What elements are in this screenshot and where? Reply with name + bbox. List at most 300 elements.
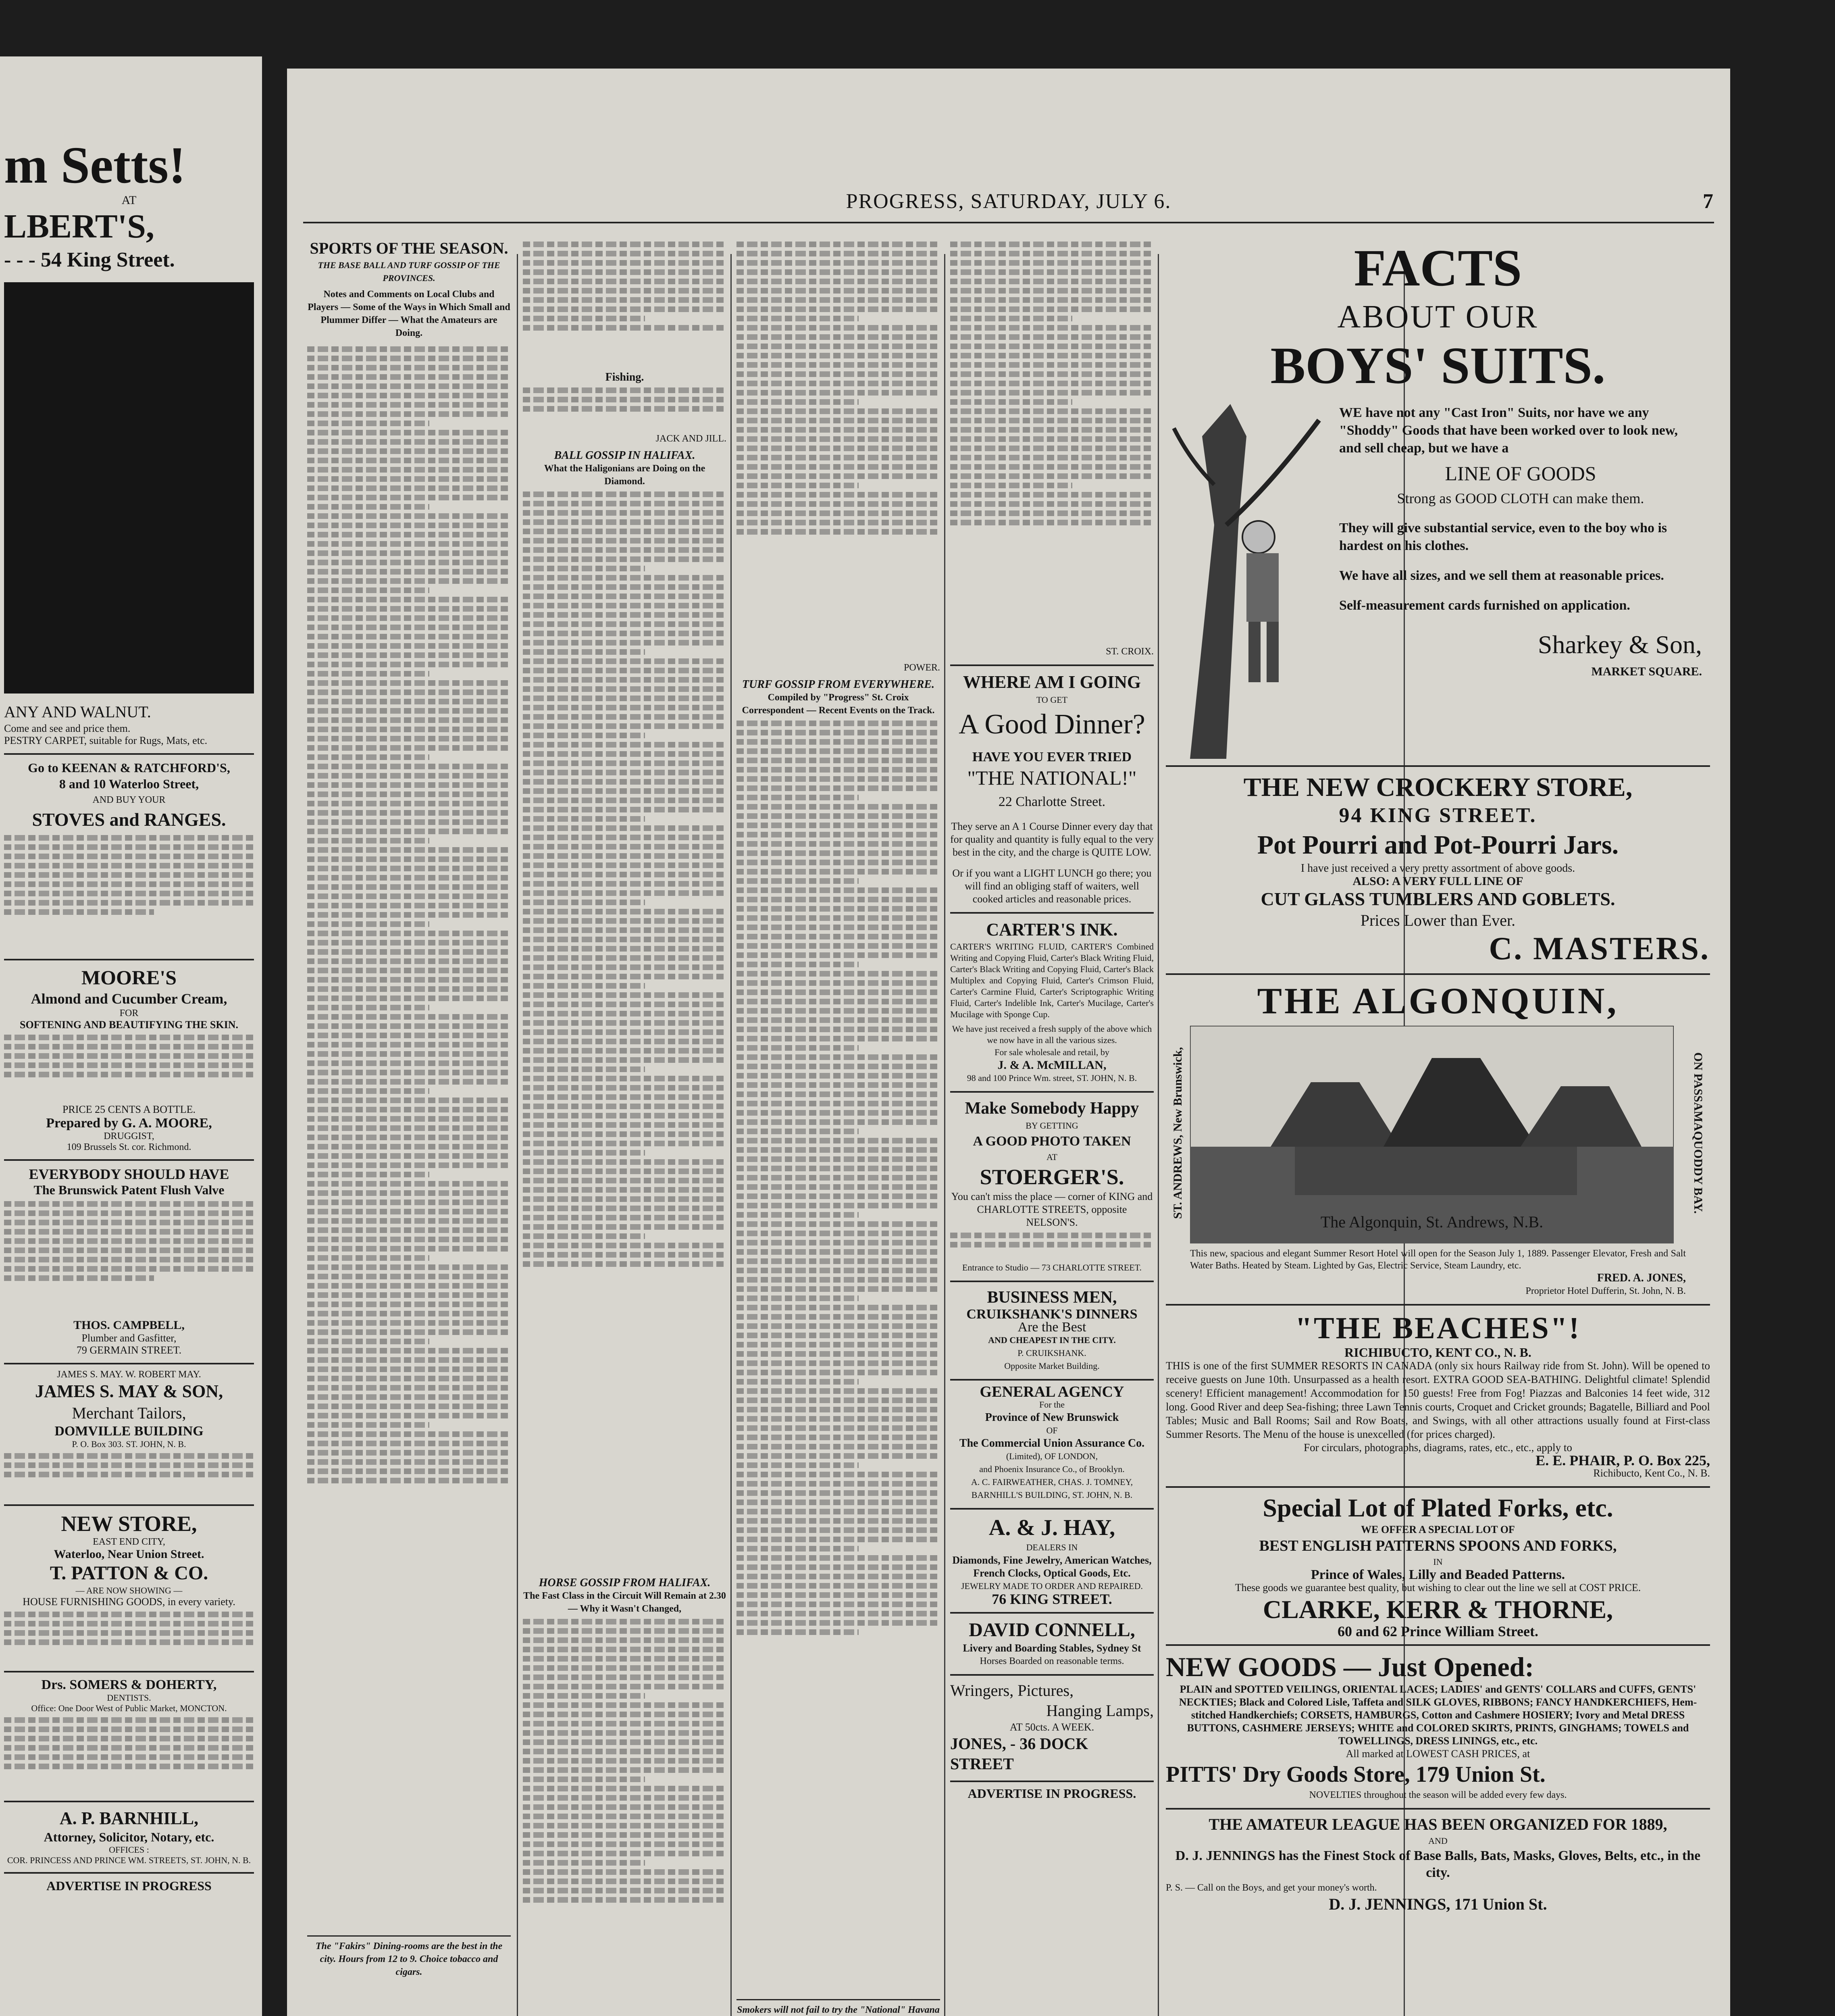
- dinner-question: WHERE AM I GOING: [963, 672, 1141, 692]
- illegible-text-line: [523, 1104, 726, 1109]
- algonquin-ad: [1166, 973, 1710, 1297]
- illegible-text-line: [307, 374, 511, 380]
- illegible-text-line: [736, 785, 940, 791]
- flush-valve-ad: [4, 1159, 254, 1356]
- illegible-text-line: [950, 371, 1154, 377]
- illegible-text-line: [736, 1221, 940, 1227]
- illegible-text-line: [736, 1351, 940, 1357]
- illegible-text-line: [523, 872, 726, 877]
- illegible-text-line: [307, 782, 511, 788]
- keenan-ad: [4, 753, 254, 952]
- potpourri-sub: I have just received a very pretty assortment of above goods.: [1300, 862, 1575, 875]
- pitts-note: NOVELTIES throughout the season will be added every few days.: [1309, 1790, 1567, 1800]
- beaches-circulars: For circulars, photographs, diagrams, rates, etc., etc., apply to: [1304, 1441, 1572, 1454]
- illegible-text-line: [736, 381, 940, 386]
- illegible-text-line: [307, 421, 429, 426]
- illegible-text-line: [307, 1478, 511, 1483]
- illegible-text-line: [307, 819, 511, 825]
- illegible-text-line: [736, 823, 940, 828]
- illegible-text-line: [523, 798, 726, 803]
- illegible-text-line: [4, 844, 254, 850]
- agency-building: BARNHILL'S BUILDING, ST. JOHN, N. B.: [971, 1490, 1133, 1500]
- illegible-text-line: [307, 1255, 429, 1261]
- illegible-text-line: [307, 1441, 511, 1446]
- illegible-text-line: [523, 288, 726, 294]
- illegible-text-line: [736, 1453, 940, 1459]
- illegible-text-line: [736, 1119, 940, 1125]
- illegible-text-line: [4, 1462, 254, 1468]
- illegible-text-line: [307, 903, 511, 908]
- illegible-text-line: [736, 1481, 940, 1487]
- illegible-text-line: [523, 279, 726, 284]
- algonquin-manager: FRED. A. JONES,: [1597, 1272, 1686, 1284]
- illegible-text-line: [523, 242, 726, 247]
- illegible-text-line: [523, 510, 726, 516]
- illegible-text-line: [523, 1085, 726, 1091]
- illegible-text-line: [950, 297, 1154, 303]
- illegible-text-line: [523, 1113, 726, 1118]
- illegible-text-line: [523, 705, 726, 710]
- illegible-text-line: [950, 288, 1154, 294]
- crockery-address: 94 KING STREET.: [1339, 804, 1537, 827]
- algonquin-caption: The Algonquin, St. Andrews, N.B.: [1320, 1213, 1544, 1231]
- illegible-text-line: [4, 1044, 254, 1050]
- illegible-text-line: [523, 668, 726, 673]
- illegible-text-line: [523, 1029, 726, 1035]
- illegible-text-line: [523, 779, 726, 785]
- patton-body: [4, 1608, 254, 1664]
- left-advertise: ADVERTISE IN PROGRESS: [4, 1872, 254, 1893]
- illegible-text-line: [523, 862, 726, 868]
- illegible-text-line: [736, 1156, 940, 1162]
- illegible-text-line: [523, 519, 726, 525]
- illegible-text-line: [950, 242, 1154, 247]
- illegible-text-line: [523, 325, 726, 331]
- illegible-text-line: [523, 1637, 726, 1643]
- illegible-text-line: [523, 1261, 726, 1267]
- illegible-text-line: [307, 1079, 511, 1085]
- patton-name: T. PATTON & CO.: [50, 1562, 208, 1584]
- illegible-text-line: [736, 251, 940, 256]
- illegible-text-line: [4, 872, 254, 878]
- campbell-address: 79 GERMAIN STREET.: [76, 1344, 182, 1356]
- plated-guarantee: These goods we guarantee best quality, but wishing to clear out the line we sell at COST PRICE.: [1235, 1582, 1641, 1593]
- algonquin-hotel-illustration: [1190, 1026, 1674, 1243]
- ball-gossip-body: [523, 488, 726, 1577]
- illegible-text-line: [4, 863, 254, 868]
- walnut-sub: Come and see and price them.: [4, 723, 131, 734]
- illegible-text-line: [307, 1422, 429, 1428]
- illegible-text-line: [523, 1823, 726, 1829]
- fishing-signature: JACK AND JILL.: [655, 433, 726, 444]
- illegible-text-line: [307, 754, 429, 760]
- stoerger-name: STOERGER'S.: [980, 1165, 1124, 1189]
- illegible-text-line: [307, 365, 511, 371]
- horse-gossip-body: [523, 1615, 726, 2016]
- suits-strong: Strong as GOOD CLOTH can make them.: [1397, 490, 1644, 506]
- illegible-text-line: [950, 464, 1154, 470]
- agency-title: GENERAL AGENCY: [980, 1383, 1124, 1400]
- illegible-text-line: [307, 1153, 511, 1159]
- illegible-text-line: [736, 510, 940, 516]
- beaches-title: "THE BEACHES"!: [1295, 1311, 1581, 1345]
- illegible-text-line: [4, 1266, 254, 1272]
- illegible-text-line: [736, 1397, 940, 1403]
- illegible-text-line: [736, 813, 940, 819]
- illegible-text-line: [523, 1131, 726, 1137]
- beaches-location: RICHIBUCTO, KENT CO., N. B.: [1344, 1345, 1531, 1360]
- illegible-text-line: [523, 955, 726, 961]
- illegible-text-line: [736, 1342, 940, 1347]
- illegible-text-line: [4, 1035, 254, 1040]
- column-2: [523, 238, 726, 2016]
- illegible-text-line: [307, 699, 511, 704]
- barnhill-name: A. P. BARNHILL,: [59, 1808, 199, 1828]
- illegible-text-line: [307, 1376, 511, 1381]
- illegible-text-line: [950, 455, 1154, 460]
- illegible-text-line: [736, 316, 859, 321]
- illegible-text-line: [307, 1246, 511, 1252]
- sports-deck: Notes and Comments on Local Clubs and Players — Some of the Ways in Which Small and Plummer Differ — What the Amateurs are Doing.: [308, 289, 510, 338]
- illegible-text-line: [4, 1220, 254, 1225]
- illegible-text-line: [736, 455, 940, 460]
- illegible-text-line: [307, 1098, 511, 1103]
- algonquin-left-label: ST. ANDREWS, New Brunswick,: [1171, 1047, 1184, 1219]
- illegible-text-line: [307, 550, 511, 556]
- happy-at: AT: [1046, 1152, 1057, 1162]
- illegible-text-line: [307, 1274, 511, 1279]
- illegible-text-line: [736, 1518, 940, 1524]
- illegible-text-line: [736, 1379, 859, 1385]
- illegible-text-line: [523, 1178, 726, 1183]
- barnhill-ad: [4, 1801, 254, 1866]
- illegible-text-line: [736, 446, 940, 451]
- illegible-text-line: [736, 1277, 940, 1283]
- illegible-text-line: [736, 739, 940, 745]
- illegible-text-line: [523, 631, 726, 636]
- jennings-address: D. J. JENNINGS, 171 Union St.: [1329, 1895, 1547, 1913]
- illegible-text-line: [523, 1749, 726, 1754]
- illegible-text-line: [950, 362, 1154, 368]
- mcmillan-name: J. & A. McMILLAN,: [997, 1058, 1107, 1072]
- illegible-text-line: [4, 909, 154, 915]
- illegible-text-line: [307, 1385, 511, 1391]
- column-rule-3: [944, 254, 945, 2016]
- dentists-ad: [4, 1671, 254, 1794]
- jones-ad: [950, 1674, 1154, 1774]
- illegible-text-line: [736, 1064, 940, 1069]
- illegible-text-line: [736, 1027, 940, 1032]
- patton-showing: — ARE NOW SHOWING —: [75, 1585, 183, 1595]
- illegible-text-line: [736, 1295, 859, 1301]
- may-firm: JAMES S. MAY & SON,: [35, 1381, 223, 1401]
- illegible-text-line: [523, 251, 726, 256]
- hay-dealers: DEALERS IN: [1026, 1542, 1078, 1552]
- illegible-text-line: [523, 649, 645, 655]
- illegible-text-line: [523, 556, 726, 562]
- national-name: "THE NATIONAL!": [967, 766, 1137, 789]
- illegible-text-line: [307, 801, 511, 806]
- illegible-text-line: [307, 1450, 511, 1456]
- turf-gossip-title: TURF GOSSIP FROM EVERYWHERE.: [742, 678, 935, 691]
- hay-repair: JEWELRY MADE TO ORDER AND REPAIRED.: [961, 1581, 1143, 1591]
- illegible-text-line: [950, 520, 1154, 525]
- illegible-text-line: [307, 1394, 511, 1400]
- illegible-text-line: [736, 1212, 859, 1218]
- illegible-text-line: [736, 1407, 940, 1412]
- illegible-text-line: [307, 467, 511, 473]
- illegible-text-line: [736, 925, 940, 930]
- illegible-text-line: [736, 878, 859, 884]
- illegible-text-line: [307, 1181, 511, 1187]
- boys-suits-ad: [1166, 404, 1710, 759]
- illegible-text-line: [950, 446, 1154, 451]
- illegible-text-line: [950, 251, 1154, 256]
- column-rule-1: [517, 254, 518, 2016]
- illegible-text-line: [523, 1150, 645, 1156]
- illegible-text-line: [307, 689, 511, 695]
- may-ad: [4, 1363, 254, 1498]
- illegible-text-line: [736, 776, 940, 782]
- illegible-text-line: [736, 1500, 940, 1505]
- illegible-text-line: [736, 1305, 940, 1310]
- illegible-text-line: [307, 1088, 429, 1094]
- illegible-text-line: [523, 1252, 726, 1258]
- illegible-text-line: [736, 334, 940, 340]
- illegible-text-line: [307, 773, 511, 779]
- illegible-text-line: [523, 686, 726, 692]
- campbell-trade: Plumber and Gasfitter,: [81, 1332, 177, 1344]
- illegible-text-line: [523, 297, 726, 303]
- illegible-text-line: [523, 1767, 726, 1773]
- illegible-text-line: [736, 1258, 940, 1264]
- illegible-text-line: [307, 1209, 511, 1214]
- column-rule-4: [1158, 254, 1159, 2016]
- illegible-text-line: [307, 736, 511, 741]
- carter-title: CARTER'S INK.: [986, 920, 1118, 939]
- illegible-text-line: [4, 881, 254, 887]
- illegible-text-line: [307, 634, 511, 639]
- horse-gossip-deck: The Fast Class in the Circuit Will Remain at 2.30 — Why it Wasn't Changed,: [523, 1591, 726, 1614]
- illegible-text-line: [523, 1730, 726, 1736]
- illegible-text-line: [736, 1620, 940, 1626]
- amateur-and: AND: [1428, 1836, 1448, 1846]
- illegible-text-line: [523, 742, 726, 748]
- illegible-text-line: [307, 1125, 511, 1131]
- illegible-text-line: [736, 1129, 859, 1134]
- illegible-text-line: [950, 325, 1154, 331]
- illegible-text-line: [523, 387, 726, 393]
- illegible-text-line: [736, 850, 940, 856]
- illegible-text-line: [307, 1292, 511, 1298]
- plated-best: BEST ENGLISH PATTERNS SPOONS AND FORKS,: [1259, 1537, 1617, 1554]
- illegible-text-line: [523, 1721, 726, 1727]
- dinner-title: A Good Dinner?: [959, 709, 1145, 740]
- plated-patterns: Prince of Wales, Lilly and Beaded Patterns.: [1311, 1567, 1565, 1582]
- illegible-text-line: [307, 921, 429, 927]
- illegible-text-line: [736, 1286, 940, 1292]
- illegible-text-line: [523, 1233, 645, 1239]
- illegible-text-line: [523, 406, 726, 412]
- illegible-text-line: [307, 847, 511, 853]
- happy-photo: A GOOD PHOTO TAKEN: [973, 1134, 1131, 1149]
- illegible-text-line: [307, 541, 511, 547]
- illegible-text-line: [523, 658, 726, 664]
- illegible-text-line: [307, 476, 511, 482]
- illegible-text-line: [736, 520, 940, 525]
- illegible-text-line: [736, 915, 940, 921]
- illegible-text-line: [950, 306, 1154, 312]
- moore-for: FOR: [119, 1008, 139, 1018]
- illegible-text-line: [307, 383, 511, 389]
- illegible-text-line: [523, 992, 726, 998]
- st-croix-signature: ST. CROIX.: [1106, 646, 1154, 657]
- illegible-text-line: [307, 680, 511, 686]
- illegible-text-line: [307, 1302, 511, 1307]
- new-goods-prices: All marked at LOWEST CASH PRICES, at: [1346, 1748, 1530, 1760]
- illegible-text-line: [523, 1786, 726, 1791]
- illegible-text-line: [523, 621, 726, 627]
- illegible-text-line: [736, 344, 940, 349]
- illegible-text-line: [736, 1416, 940, 1422]
- illegible-text-line: [736, 1045, 859, 1051]
- illegible-text-line: [736, 501, 940, 507]
- illegible-text-line: [307, 949, 511, 955]
- facts-heading: FACTS: [1354, 239, 1522, 297]
- illegible-text-line: [950, 501, 1154, 507]
- illegible-text-line: [307, 1237, 511, 1242]
- illegible-text-line: [736, 1268, 940, 1273]
- illegible-text-line: [523, 751, 726, 757]
- carter-note: We have just received a fresh supply of the above which we now have in all the various sizes.: [952, 1024, 1152, 1045]
- illegible-text-line: [307, 597, 511, 602]
- sharkey-name: Sharkey & Son,: [1537, 630, 1702, 659]
- illegible-text-line: [523, 1739, 726, 1745]
- week: AT 50cts. A WEEK.: [1009, 1721, 1094, 1733]
- illegible-text-line: [736, 390, 940, 396]
- illegible-text-line: [523, 1094, 726, 1100]
- illegible-text-line: [523, 529, 726, 534]
- illegible-text-line: [307, 1413, 511, 1418]
- illegible-text-line: [736, 1629, 859, 1635]
- carter-ad: [950, 912, 1154, 1085]
- horse-gossip-title: HORSE GOSSIP FROM HALIFAX.: [539, 1577, 711, 1589]
- illegible-text-line: [736, 971, 940, 977]
- illegible-text-line: [4, 1639, 254, 1645]
- illegible-text-line: [4, 1201, 254, 1207]
- illegible-text-line: [307, 662, 511, 667]
- illegible-text-line: [307, 791, 511, 797]
- moore-title: MOORE'S: [81, 966, 177, 989]
- illegible-text-line: [523, 1879, 726, 1884]
- keenan-title: Go to KEENAN & RATCHFORD'S,: [28, 760, 230, 775]
- illegible-text-line: [736, 1555, 940, 1561]
- illegible-text-line: [4, 1062, 254, 1068]
- illegible-text-line: [736, 1425, 940, 1431]
- illegible-text-line: [4, 1630, 254, 1636]
- left-page-fragment: [0, 56, 262, 2016]
- illegible-text-line: [307, 931, 511, 936]
- illegible-text-line: [736, 989, 940, 995]
- illegible-text-line: [523, 566, 645, 571]
- illegible-text-line: [523, 760, 726, 766]
- illegible-text-line: [736, 1333, 940, 1338]
- illegible-text-line: [307, 1172, 429, 1177]
- new-store-ad: [4, 1504, 254, 1664]
- mcmillan-address: 98 and 100 Prince Wm. street, ST. JOHN, N. B.: [967, 1073, 1137, 1083]
- illegible-text-line: [736, 952, 940, 958]
- illegible-text-line: [307, 495, 511, 500]
- illegible-text-line: [307, 504, 429, 510]
- illegible-text-line: [523, 853, 726, 859]
- illegible-text-line: [523, 1002, 726, 1007]
- pitts-name: PITTS' Dry Goods Store, 179 Union St.: [1166, 1762, 1546, 1787]
- illegible-text-line: [736, 1138, 940, 1143]
- illegible-text-line: [950, 427, 1154, 433]
- illegible-text-line: [307, 1459, 511, 1465]
- illegible-text-line: [950, 483, 1072, 488]
- illegible-text-line: [307, 587, 429, 593]
- illegible-text-line: [523, 492, 726, 497]
- crockery-prices: Prices Lower than Ever.: [1360, 911, 1516, 929]
- illegible-text-line: [736, 269, 940, 275]
- cruikshank-opp: Opposite Market Building.: [1004, 1361, 1100, 1371]
- suits-sizes: We have all sizes, and we sell them at reasonable prices.: [1339, 568, 1664, 583]
- barnhill-address: COR. PRINCESS AND PRINCE WM. STREETS, ST. JOHN, N. B.: [7, 1855, 251, 1865]
- illegible-text-line: [736, 1249, 940, 1255]
- illegible-text-line: [736, 408, 940, 414]
- illegible-text-line: [4, 1238, 254, 1244]
- illegible-text-line: [523, 603, 726, 608]
- illegible-text-line: [523, 890, 726, 896]
- illegible-text-line: [523, 1159, 726, 1165]
- phair-name: E. E. PHAIR, P. O. Box 225,: [1535, 1452, 1710, 1468]
- illegible-text-line: [523, 612, 726, 618]
- flush-valve-body: [4, 1198, 254, 1318]
- illegible-text-line: [307, 708, 511, 714]
- masthead-title: PROGRESS, SATURDAY, JULY 6.: [846, 190, 1171, 213]
- illegible-text-line: [736, 1036, 940, 1041]
- illegible-text-line: [736, 483, 859, 488]
- connell-ad: [950, 1612, 1154, 1668]
- illegible-text-line: [736, 1110, 940, 1116]
- connell-horses: Horses Boarded on reasonable terms.: [980, 1656, 1124, 1666]
- col4-advertise: ADVERTISE IN PROGRESS.: [950, 1781, 1154, 1800]
- may-names: JAMES S. MAY. W. ROBERT MAY.: [57, 1369, 201, 1380]
- boys-suits-heading: BOYS' SUITS.: [1270, 337, 1606, 395]
- plated-title: Special Lot of Plated Forks, etc.: [1263, 1493, 1613, 1522]
- dentists-office: Office: One Door West of Public Market, MONCTON.: [31, 1703, 227, 1713]
- illegible-text-line: [523, 316, 645, 321]
- illegible-text-line: [736, 1231, 940, 1236]
- plated-ad: [1166, 1486, 1710, 1638]
- everybody-title: EVERYBODY SHOULD HAVE: [29, 1166, 229, 1182]
- suits-service: They will give substantial service, even to the boy who is hardest on his clothes.: [1339, 521, 1667, 553]
- illegible-text-line: [523, 538, 726, 544]
- line-of-goods: LINE OF GOODS: [1445, 462, 1596, 485]
- illegible-text-line: [307, 1357, 511, 1363]
- illegible-text-line: [4, 1053, 254, 1059]
- illegible-text-line: [523, 807, 726, 812]
- new-store-title: NEW STORE,: [61, 1512, 197, 1536]
- illegible-text-line: [523, 816, 645, 822]
- illegible-text-line: [523, 927, 726, 933]
- column-rule-2: [730, 254, 732, 2016]
- illegible-text-line: [523, 1206, 726, 1211]
- plated-in: IN: [1433, 1557, 1443, 1567]
- ball-gossip-deck: What the Haligonians are Doing on the Diamond.: [544, 463, 705, 487]
- illegible-text-line: [307, 996, 511, 1001]
